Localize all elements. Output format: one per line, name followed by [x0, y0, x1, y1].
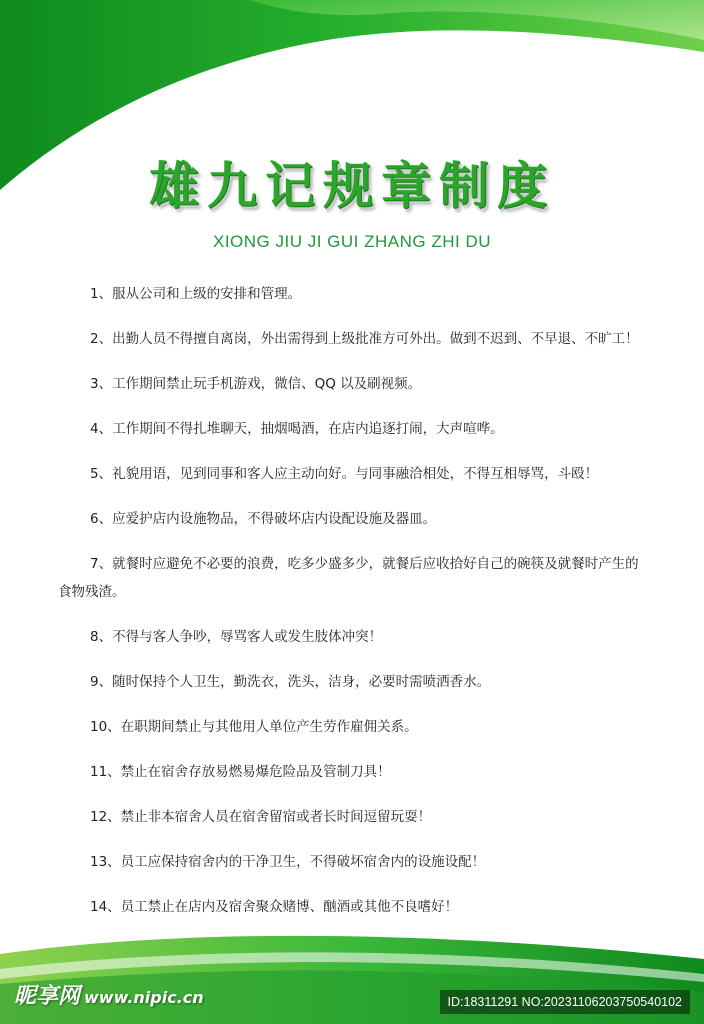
- rule-item: 14、员工禁止在店内及宿舍聚众赌博、酗酒或其他不良嗜好！: [90, 899, 459, 915]
- rule-item: 7、就餐时应避免不必要的浪费，吃多少盛多少，就餐后应收拾好自己的碗筷及就餐时产生的食物残渣。: [58, 556, 639, 600]
- rule-item: 8、不得与客人争吵，辱骂客人或发生肢体冲突！: [90, 629, 383, 645]
- rule-item: 1、服从公司和上级的安排和管理。: [90, 286, 302, 302]
- image-id-label: ID:18311291 NO:20231106203750540102: [440, 990, 690, 1014]
- rule-item: 4、工作期间不得扎堆聊天，抽烟喝酒，在店内追逐打闹，大声喧哗。: [90, 421, 504, 437]
- watermark-logo: [14, 979, 204, 1010]
- page-subtitle-pinyin: XIONG JIU JI GUI ZHANG ZHI DU: [212, 232, 491, 251]
- rule-item: 6、应爱护店内设施物品，不得破坏店内设配设施及器皿。: [90, 511, 437, 527]
- rule-item: 9、随时保持个人卫生，勤洗衣，洗头，洁身，必要时需喷洒香水。: [90, 674, 491, 690]
- rule-item: 5、礼貌用语，见到同事和客人应主动向好。与同事融洽相处，不得互相辱骂，斗殴！: [90, 466, 599, 482]
- watermark-url: www.nipic.cn: [84, 988, 204, 1007]
- watermark-logo-text: 昵享网: [14, 984, 81, 1009]
- page-title: 雄九记规章制度: [149, 157, 555, 215]
- rule-item: 2、出勤人员不得擅自离岗，外出需得到上级批准方可外出。做到不迟到、不早退、不旷工！: [90, 331, 639, 347]
- rule-item: 13、员工应保持宿舍内的干净卫生，不得破坏宿舍内的设施设配！: [90, 854, 486, 870]
- rule-item: 12、禁止非本宿舍人员在宿舍留宿或者长时间逗留玩耍！: [90, 809, 432, 825]
- rules-list: [58, 280, 648, 938]
- rule-item: 11、禁止在宿舍存放易燃易爆危险品及管制刀具！: [90, 764, 391, 780]
- rule-item: 3、工作期间禁止玩手机游戏，微信、QQ 以及刷视频。: [90, 376, 422, 392]
- rule-item: 10、在职期间禁止与其他用人单位产生劳作雇佣关系。: [90, 719, 418, 735]
